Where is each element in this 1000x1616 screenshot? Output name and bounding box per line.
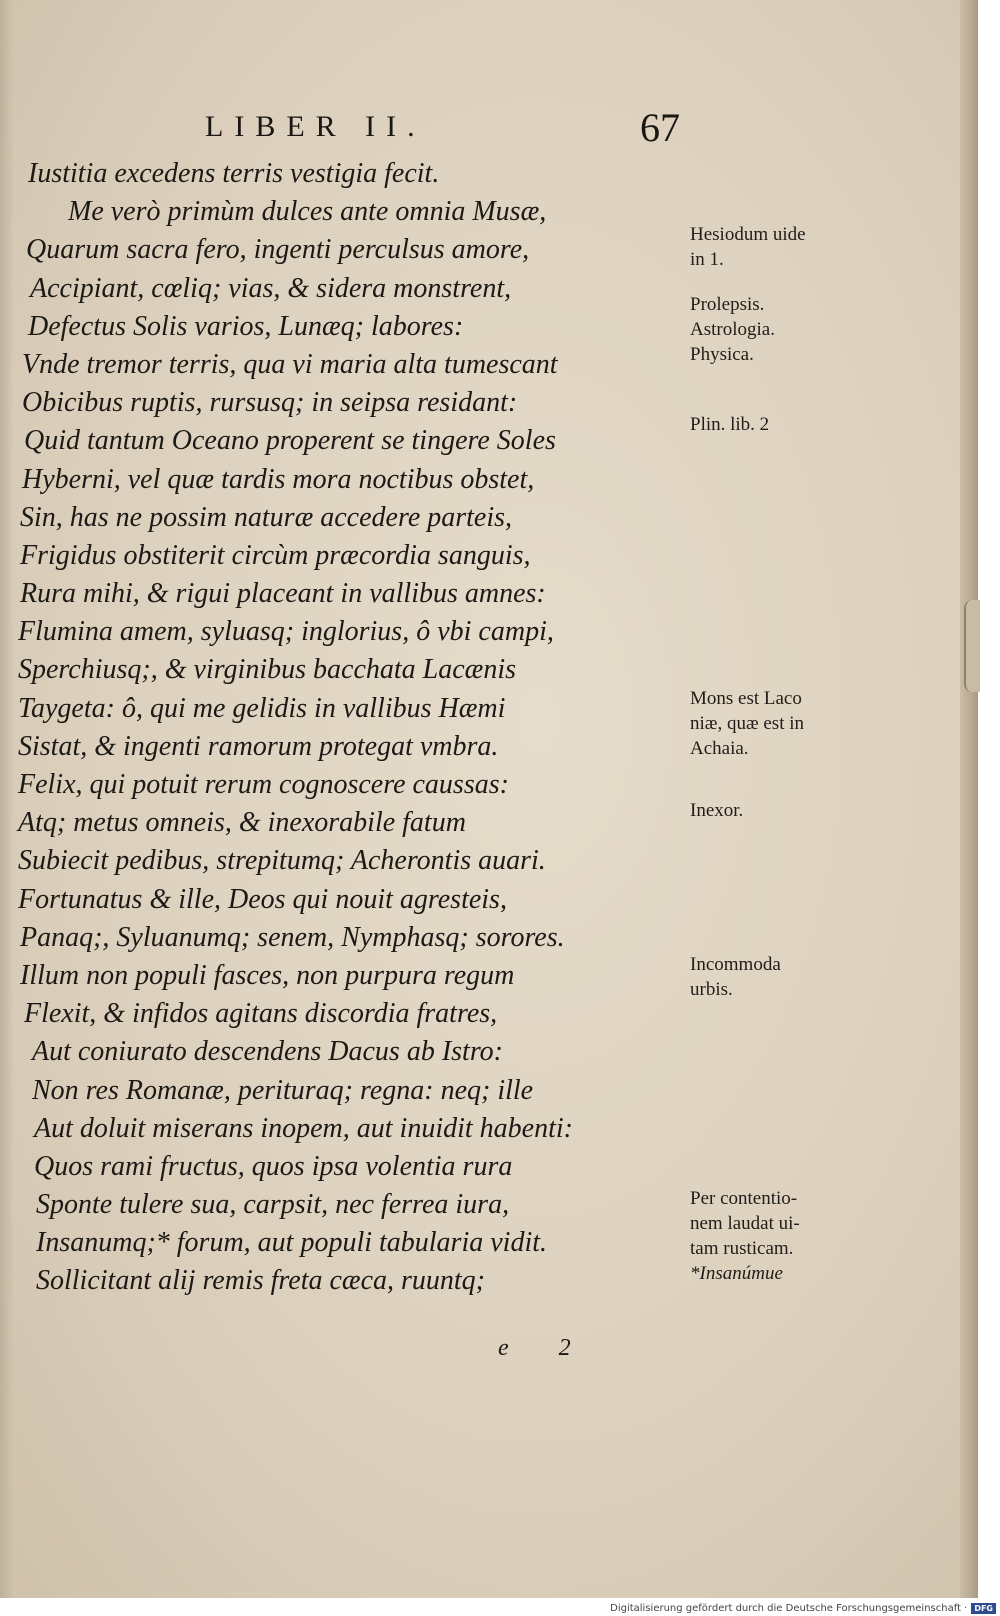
verse-line: Me verò primùm dulces ante omnia Musæ,	[68, 196, 547, 228]
margin-note: Prolepsis. Astrologia. Physica.	[690, 294, 775, 365]
verse-line: Rura mihi, & rigui placeant in vallibus amnes:	[20, 578, 546, 610]
verse-line: Fortunatus & ille, Deos qui nouit agresteis,	[18, 883, 507, 915]
verse-line: Felix, qui potuit rerum cognoscere caussas:	[18, 769, 509, 800]
verse-line: Quos rami fructus, quos ipsa volentia rura	[34, 1150, 513, 1182]
verse-line: Sponte tulere sua, carpsit, nec ferrea iura,	[36, 1189, 510, 1221]
margin-note: Inexor.	[690, 800, 744, 821]
margin-note: Mons est Laco niæ, quæ est in Achaia.	[690, 688, 805, 759]
verse-line: Quarum sacra fero, ingenti perculsus amore,	[26, 234, 530, 266]
digitization-footer	[610, 1603, 996, 1614]
verse-line: Obicibus ruptis, rursusq; in seipsa residant:	[22, 387, 518, 419]
verse-line: Aut coniurato descendens Dacus ab Istro:	[32, 1036, 503, 1068]
signature-mark: e 2	[498, 1335, 593, 1361]
running-head: LIBER II.	[205, 110, 426, 143]
page-number: 67	[640, 105, 680, 150]
verse-line: Hyberni, vel quæ tardis mora noctibus obstet,	[22, 463, 535, 495]
verse-line: Illum non populi fasces, non purpura regum	[20, 959, 515, 991]
verse-line: Atq; metus omneis, & inexorabile fatum	[18, 807, 466, 839]
verse-line: Aut doluit miserans inopem, aut inuidit habenti:	[34, 1112, 573, 1144]
verse-line: Subiecit pedibus, strepitumq; Acherontis auari.	[18, 845, 546, 877]
margin-note: Hesiodum uide in 1.	[690, 224, 806, 270]
dfg-logo-icon: DFG	[971, 1603, 996, 1614]
verse-line: Frigidus obstiterit circùm præcordia sanguis,	[20, 539, 531, 571]
verse-line: Sin, has ne possim naturæ accedere parteis,	[20, 501, 513, 533]
verse-block	[18, 155, 668, 1301]
margin-note: Plin. lib. 2	[690, 414, 770, 435]
margin-note: Per contentio- nem laudat ui- tam rusticam. *Insanúmue	[690, 1188, 800, 1284]
page-tab-marker	[964, 600, 980, 692]
verse-line: Non res Romanæ, perituraq; regna: neq; ille	[32, 1074, 534, 1106]
verse-line: Panaq;, Syluanumq; senem, Nymphasq; sorores.	[20, 921, 565, 953]
verse-line: Defectus Solis varios, Lunæq; labores:	[28, 310, 464, 342]
verse-line: Accipiant, cœliq; vias, & sidera monstrent,	[30, 272, 512, 304]
verse-line: Sistat, & ingenti ramorum protegat vmbra.	[18, 730, 499, 762]
page-edge	[960, 0, 978, 1598]
verse-line: Sperchiusq;, & virginibus bacchata Lacænis	[18, 654, 516, 686]
verse-line: Taygeta: ô, qui me gelidis in vallibus Hæmi	[18, 692, 506, 724]
page-gutter-shadow	[0, 0, 14, 1598]
margin-note: Incommoda urbis.	[690, 954, 781, 1000]
verse-line: Vnde tremor terris, qua vi maria alta tumescant	[22, 348, 558, 380]
verse-line: Flumina amem, syluasq; inglorius, ô vbi campi,	[18, 616, 554, 648]
verse-line: Iustitia excedens terris vestigia fecit.	[28, 158, 440, 189]
verse-line: Quid tantum Oceano properent se tingere Soles	[24, 425, 556, 457]
footer-credit: Digitalisierung gefördert durch die Deutsche Forschungsgemeinschaft ·	[610, 1603, 968, 1614]
verse-line: Sollicitant alij remis freta cæca, ruuntq;	[36, 1265, 485, 1297]
verse-line: Insanumq;* forum, aut populi tabularia vidit.	[36, 1227, 547, 1259]
verse-line: Flexit, & infidos agitans discordia fratres,	[24, 998, 498, 1030]
